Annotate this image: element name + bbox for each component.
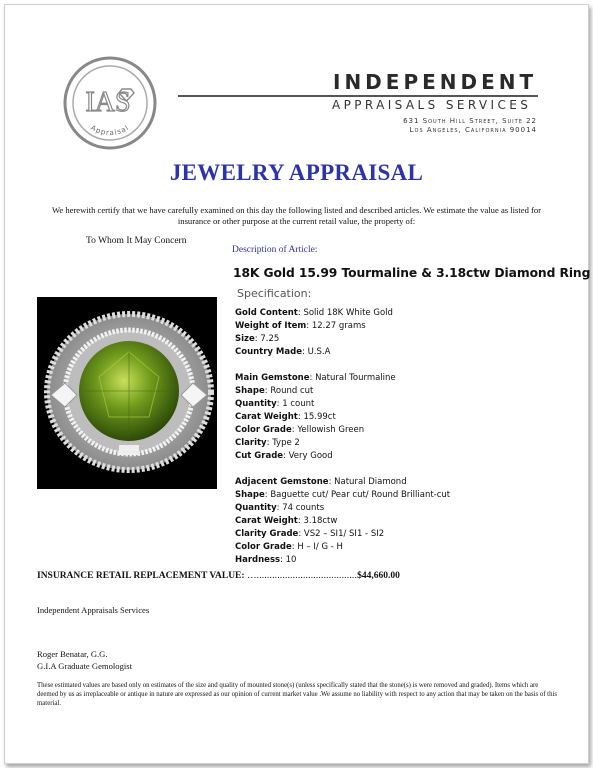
spec-row: Shape: Round cut <box>235 386 314 396</box>
leader-dots: …....................................... <box>246 571 358 581</box>
spec-value: 12.27 grams <box>311 321 366 331</box>
appraiser-name: Roger Benatar, G.G. <box>37 649 108 659</box>
specifications <box>235 307 450 567</box>
spec-row: Cut Grade: Very Good <box>235 451 333 461</box>
spec-key: Shape <box>235 386 265 396</box>
spec-value: Very Good <box>288 451 333 461</box>
spec-key: Carat Weight <box>235 412 298 422</box>
insurance-value-line <box>37 571 400 581</box>
spec-key: Size <box>235 334 255 344</box>
spec-row: Clarity: Type 2 <box>235 438 300 448</box>
appraiser-block <box>37 648 132 672</box>
spec-row: Weight of Item: 12.27 grams <box>235 321 366 331</box>
company-name: INDEPENDENT <box>333 70 538 94</box>
spec-value: 15.99ct <box>303 412 336 422</box>
spec-value: 1 count <box>282 399 315 409</box>
spec-value: Baguette cut/ Pear cut/ Round Brilliant-cut <box>270 490 451 500</box>
spec-key: Color Grade <box>235 542 292 552</box>
spec-key: Country Made <box>235 347 302 357</box>
document-title: JEWELRY APPRAISAL <box>169 160 424 185</box>
spec-row: Color Grade: H – I/ G - H <box>235 542 343 552</box>
spec-key: Main Gemstone <box>235 373 310 383</box>
spec-value: Round cut <box>270 386 314 396</box>
spec-value: Yellowish Green <box>297 425 365 435</box>
spec-row: Quantity: 1 count <box>235 399 315 409</box>
spec-value: 10 <box>285 555 297 565</box>
recipient: To Whom It May Concern <box>86 236 187 246</box>
spec-key: Quantity <box>235 503 277 513</box>
spec-key: Hardness <box>235 555 281 565</box>
spec-value: H – I/ G - H <box>297 542 343 552</box>
spec-value: U.S.A <box>307 347 331 357</box>
appraiser-title: G.I.A Graduate Gemologist <box>37 661 132 671</box>
spec-key: Weight of Item <box>235 321 307 331</box>
spec-key: Color Grade <box>235 425 292 435</box>
logo-ring-text: Appraisal <box>89 123 131 138</box>
company-subtitle: APPRAISALS SERVICES <box>332 98 532 112</box>
insurance-value-amount: $44,660.00 <box>357 571 400 581</box>
insurance-value-label: INSURANCE RETAIL REPLACEMENT VALUE: <box>37 571 245 581</box>
spec-row: Gold Content: Solid 18K White Gold <box>235 308 393 318</box>
spec-key: Adjacent Gemstone <box>235 477 329 487</box>
spec-key: Carat Weight <box>235 516 298 526</box>
spec-value: Solid 18K White Gold <box>303 308 393 318</box>
spec-value: VS2 – SI1/ SI1 - SI2 <box>303 529 385 539</box>
certification-text: We herewith certify that we have carefully examined on this day the following listed and described articles. We estimate the value as listed for insurance or other purpose at the current retail value, the property of: <box>51 205 542 226</box>
company-address-line2: Los Angeles, California 90014 <box>409 126 537 134</box>
spec-row: Clarity Grade: VS2 – SI1/ SI1 - SI2 <box>235 529 385 539</box>
spec-key: Clarity <box>235 438 267 448</box>
spec-value: 3.18ctw <box>303 516 338 526</box>
spec-key: Cut Grade <box>235 451 284 461</box>
spec-value: Natural Diamond <box>334 477 407 487</box>
ring-photo <box>37 297 217 489</box>
spec-value: Type 2 <box>272 438 300 448</box>
header-rule <box>178 95 538 97</box>
spec-row: Color Grade: Yellowish Green <box>235 425 365 435</box>
spec-key: Shape <box>235 490 265 500</box>
spec-row: Size: 7.25 <box>235 334 280 344</box>
description-label: Description of Article: <box>232 245 318 255</box>
spec-key: Clarity Grade <box>235 529 299 539</box>
disclaimer: These estimated values are based only on estimates of the size and quality of mounted stone(s) (unless specifically stated that the stone(s) is were removed and graded). Items which are deemed by us as irreplaceable or antique in nature are expressed as our opinion of current market value .We assume no liability with respect to any action that may be taken on the basis of this material. <box>37 682 557 707</box>
logo-initials: IAS <box>85 87 131 118</box>
spec-row: Adjacent Gemstone: Natural Diamond <box>235 477 407 487</box>
footer-company: Independent Appraisals Services <box>37 605 150 615</box>
spec-value: 7.25 <box>260 334 280 344</box>
spec-value: 74 counts <box>282 503 325 513</box>
spec-row: Carat Weight: 15.99ct <box>235 412 336 422</box>
specification-label: Specification: <box>237 287 312 300</box>
spec-row: Main Gemstone: Natural Tourmaline <box>235 373 396 383</box>
spec-key: Gold Content <box>235 308 298 318</box>
spec-row: Quantity: 74 counts <box>235 503 325 513</box>
spec-key: Quantity <box>235 399 277 409</box>
spec-row: Carat Weight: 3.18ctw <box>235 516 338 526</box>
spec-value: Natural Tourmaline <box>315 373 396 383</box>
spec-row: Hardness: 10 <box>235 555 297 565</box>
spec-row: Shape: Baguette cut/ Pear cut/ Round Brilliant-cut <box>235 490 451 500</box>
company-address-line1: 631 South Hill Street, Suite 22 <box>403 117 537 125</box>
item-title: 18K Gold 15.99 Tourmaline & 3.18ctw Diamond Ring <box>233 266 591 280</box>
ias-logo <box>62 55 158 151</box>
spec-row: Country Made: U.S.A <box>235 347 331 357</box>
